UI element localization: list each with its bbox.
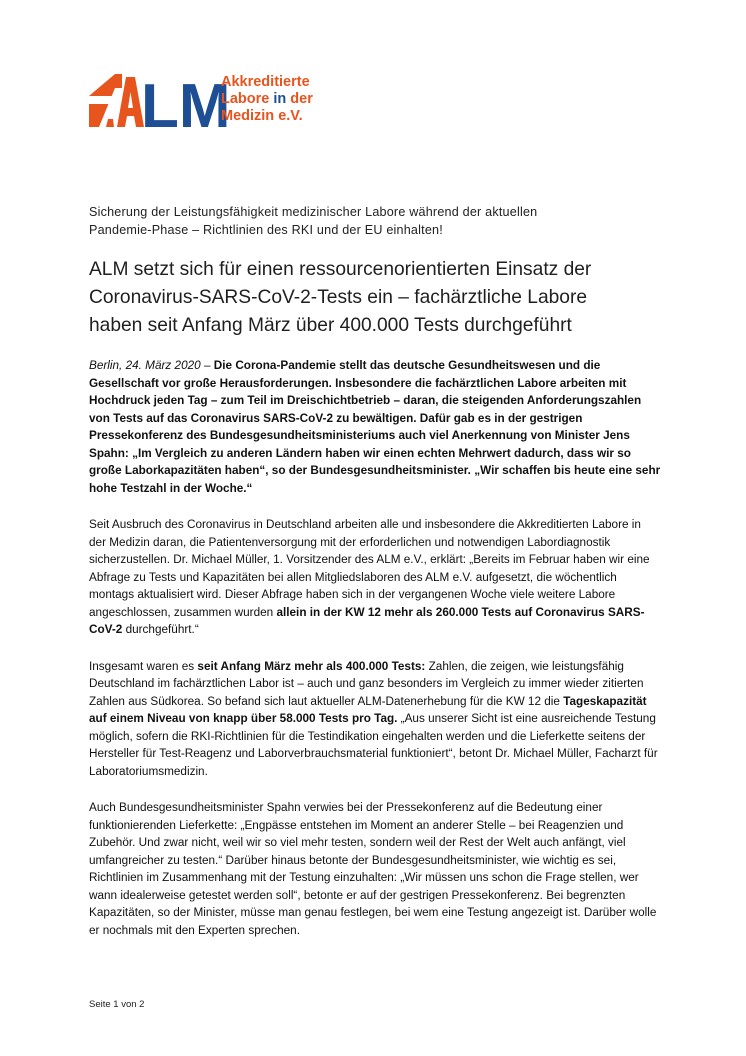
paragraph-1: Berlin, 24. März 2020 – Die Corona-Pandemie stellt das deutsche Gesundheitswesen und die Gesellschaft vor große Herausforderungen. Insbesondere die fachärztlichen Labore arbeiten mit Hochdruck jeden Tag – zum Teil im Dreischichtbetrieb – daran, die steigenden Anforderungszahlen von Tests auf das Coronavirus SARS-CoV-2 zu bewältigen. Dafür gab es in der gestrigen Pressekonferenz des Bundesgesundheitsministeriums auch viel Anerkennung von Minister Jens Spahn: „Im Vergleich zu anderen Ländern haben wir einen echten Mehrwert dadurch, dass wir so große Laborkapazitäten haben“, so der Bundesgesundheitsminister. „Wir schaffen bis heute eine sehr hohe Testzahl in der Woche.“: [89, 359, 661, 495]
alm-logo: [89, 72, 349, 141]
logo-line-3: Medizin e.V.: [221, 108, 303, 124]
logo-line-2: Labore in der: [221, 91, 313, 107]
article-body: [89, 357, 661, 958]
paragraph-2: Seit Ausbruch des Coronavirus in Deutschland arbeiten alle und insbesondere die Akkreditierten Labore in der Medizin daran, die Patientenversorgung mit der erforderlichen und notwendigen Labordiagnostik sicherzustellen. Dr. Michael Müller, 1. Vorsitzender des ALM e.V., erklärt: „Bereits im Februar haben wir eine Abfrage zu Tests und Kapazitäten bei allen Mitgliedslaboren des ALM e.V. aufgesetzt, die wöchentlich montags aktualisiert wird. Dieser Abfrage haben sich in der vergangenen Woche viele weitere Labore angeschlossen, zusammen wurden allein in der KW 12 mehr als 260.000 Tests auf Coronavirus SARS-CoV-2 durchgeführt.“: [89, 518, 650, 636]
paragraph-4: Auch Bundesgesundheitsminister Spahn verwies bei der Pressekonferenz auf die Bedeutung einer funktionierenden Lieferkette: „Engpässe entstehen im Moment an anderer Stelle – bei Reagenzien und Zubehör. Und zwar nicht, weil wir so viel mehr testen, sondern weil der Rest der Welt auch anfängt, viel umfangreicher zu testen.“ Darüber hinaus betonte der Bundesgesundheitsminister, wie wichtig es sei, Richtlinien im Zusammenhang mit der Testung einzuhalten: „Wir müssen uns schon die Frage stellen, wer wann idealerweise getestet werden soll“, betonte er auf der gestrigen Pressekonferenz. Bei begrenzten Kapazitäten, so der Minister, müsse man genau festlegen, bei wem eine Testung angezeigt ist. Darüber wolle er nochmals mit den Experten sprechen.: [89, 801, 657, 937]
headline-line-1: ALM setzt sich für einen ressourcenorientierten Einsatz der: [89, 259, 592, 280]
logo-line-1: Akkreditierte: [221, 74, 310, 90]
page-number: Seite 1 von 2: [89, 999, 145, 1010]
headline-line-2: Coronavirus-SARS-CoV-2-Tests ein – fachärztliche Labore: [89, 287, 588, 308]
headline-line-3: haben seit Anfang März über 400.000 Tests durchgeführt: [89, 315, 572, 336]
lead-text: Die Corona-Pandemie stellt das deutsche Gesundheitswesen und die Gesellschaft vor große Herausforderungen. Insbesondere die fachärztlichen Labore arbeiten mit Hochdruck jeden Tag – zum Teil im Dreischichtbetrieb – daran, die steigenden Anforderungszahlen von Tests auf das Coronavirus SARS-CoV-2 zu bewältigen. Dafür gab es in der gestrigen Pressekonferenz des Bundesgesundheitsministeriums auch viel Anerkennung von Minister Jens Spahn: „Im Vergleich zu anderen Ländern haben wir einen echten Mehrwert dadurch, dass wir so große Laborkapazitäten haben“, so der Bundesgesundheitsminister. „Wir schaffen bis heute eine sehr hohe Testzahl in der Woche.“: [89, 359, 661, 495]
press-headline: [89, 256, 669, 340]
intro-subtitle: [89, 203, 649, 239]
logo-wordmark: [221, 74, 313, 125]
logo-letters: LM: [141, 72, 231, 141]
intro-line-1: Sicherung der Leistungsfähigkeit medizinischer Labore während der aktuellen: [89, 205, 538, 219]
dateline: Berlin, 24. März 2020: [89, 359, 201, 372]
intro-line-2: Pandemie-Phase – Richtlinien des RKI und der EU einhalten!: [89, 223, 443, 237]
alm-logo-mark: [89, 72, 231, 141]
paragraph-3: Insgesamt waren es seit Anfang März mehr als 400.000 Tests: Zahlen, die zeigen, wie leistungsfähig Deutschland im fachärztlichen Labor ist – auch und ganz besonders im Vergleich zu immer wieder zitierten Zahlen aus Südkorea. So befand sich laut aktueller ALM-Datenerhebung für die KW 12 die Tageskapazität auf einem Niveau von knapp über 58.000 Tests pro Tag. „Aus unserer Sicht ist eine ausreichende Testung möglich, sofern die RKI-Richtlinien für die Testindikation eingehalten werden und die Lieferkette seitens der Hersteller für Test-Reagenz und Laborverbrauchsmaterial funktioniert“, betont Dr. Michael Müller, Facharzt für Laboratoriumsmedizin.: [89, 659, 658, 778]
